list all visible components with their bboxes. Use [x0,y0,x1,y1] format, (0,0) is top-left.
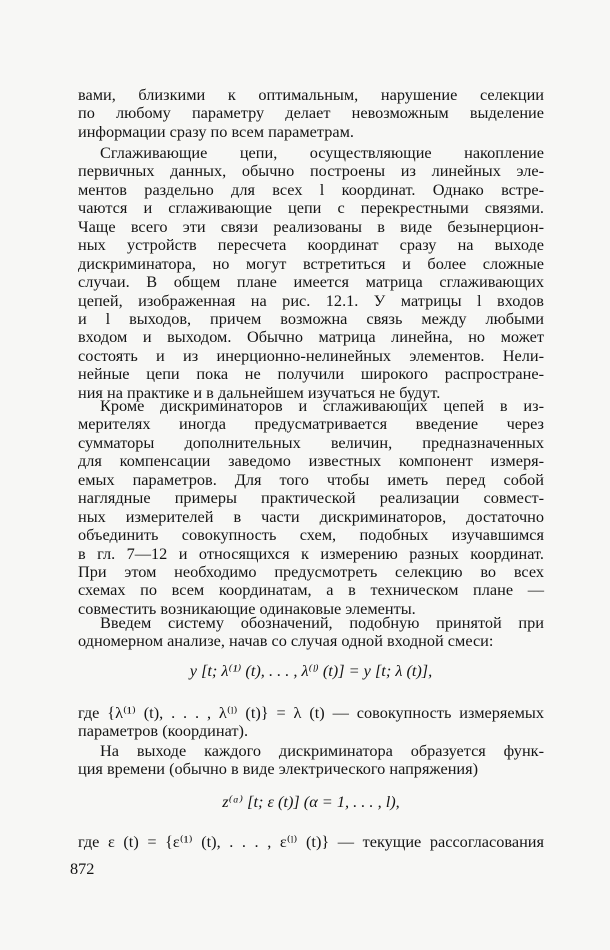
formula-discriminator-output: z⁽ᵅ⁾ [t; ε (t)] (α = 1, . . . , l), [222,792,400,811]
text-line: Сглаживающие цепи, осуществляющие накопление [100,143,544,162]
paragraph-7 [78,833,544,851]
paragraph-4 [78,614,544,651]
text-line: наглядные примеры практической реализации совмест- [78,488,544,508]
text-line: в гл. 7—12 и относящихся к измерению разных координат. [78,543,544,563]
text-line: схемах по всем координатам, а в техническом плане — [78,580,544,600]
text-line: входом и выходом. Обычно матрица линейна, но может [78,327,544,347]
text-line: совместить возникающие одинаковые элементы. [78,598,416,618]
paragraph-3 [78,397,544,618]
text-line: где {λ⁽¹⁾ (t), . . . , λ⁽ˡ⁾ (t)} = λ (t) — совокупность измеряемых [78,703,544,722]
text-line: ния на практике и в дальнейшем изучаться не будут. [78,382,441,402]
text-line: На выходе каждого дискриминатора образуется функ- [100,741,544,760]
text-line: по любому параметру делает невозможным выделение [78,103,544,123]
page-number: 872 [70,859,95,878]
text-line: первичных данных, обычно построены из линейных эле- [78,161,544,181]
text-line: параметров (координат). [78,721,249,741]
text-line: сумматоры дополнительных величин, предназначенных [78,432,544,452]
formula-input-mixture: y [t; λ⁽¹⁾ (t), . . . , λ⁽ˡ⁾ (t)] = y [t; λ (t)], [189,661,433,680]
text-line: одномерном анализе, начав со случая одной входной смеси: [78,631,494,651]
text-line: где ε (t) = {ε⁽¹⁾ (t), . . . , ε⁽ˡ⁾ (t)} — текущие рассогласования [78,832,544,851]
text-line: ных измерителей в части дискриминаторов, достаточно [78,506,544,526]
text-line: случаи. В общем плане имеется матрица сглаживающих [78,272,544,292]
text-line: нейные цепи пока не получили широкого распростране- [78,364,544,384]
paragraph-5 [78,704,544,741]
text-line: информации сразу по всем параметрам. [78,121,354,141]
text-line: Кроме дискриминаторов и сглаживающих цепей в из- [100,396,544,415]
text-line: дискриминатора, но могут встретиться и более сложные [78,253,544,273]
text-line: вами, близкими к оптимальным, нарушение селекции [78,85,544,104]
text-line: ментов раздельно для всех l координат. Однако встре- [78,179,544,199]
text-line: и l выходов, причем возможна связь между любыми [78,308,544,328]
text-line: ция времени (обычно в виде электрического напряжения) [78,759,479,779]
text-line: состоять и из инерционно-нелинейных элементов. Нели- [78,345,544,365]
text-line: Введем систему обозначений, подобную принятой при [100,613,544,632]
text-line: мерителях иногда предусматривается введение через [78,414,544,434]
paragraph-1 [78,86,544,141]
paragraph-6 [78,742,544,779]
text-line: емых параметров. Для того чтобы иметь перед собой [78,469,544,489]
text-line: ных устройств пересчета координат сразу на выходе [78,235,544,255]
text-line: чаются и сглаживающие цепи с перекрестными связями. [78,198,544,218]
paragraph-2 [78,144,544,402]
text-line: объединить совокупность схем, подобных изучавшимся [78,525,544,545]
text-line: для компенсации заведомо известных компонент измеря- [78,451,544,471]
text-line: Чаще всего эти связи реализованы в виде безынерцион- [78,216,544,236]
text-line: цепей, изображенная на рис. 12.1. У матрицы l входов [78,290,544,310]
text-line: При этом необходимо предусмотреть селекцию во всех [78,561,544,581]
